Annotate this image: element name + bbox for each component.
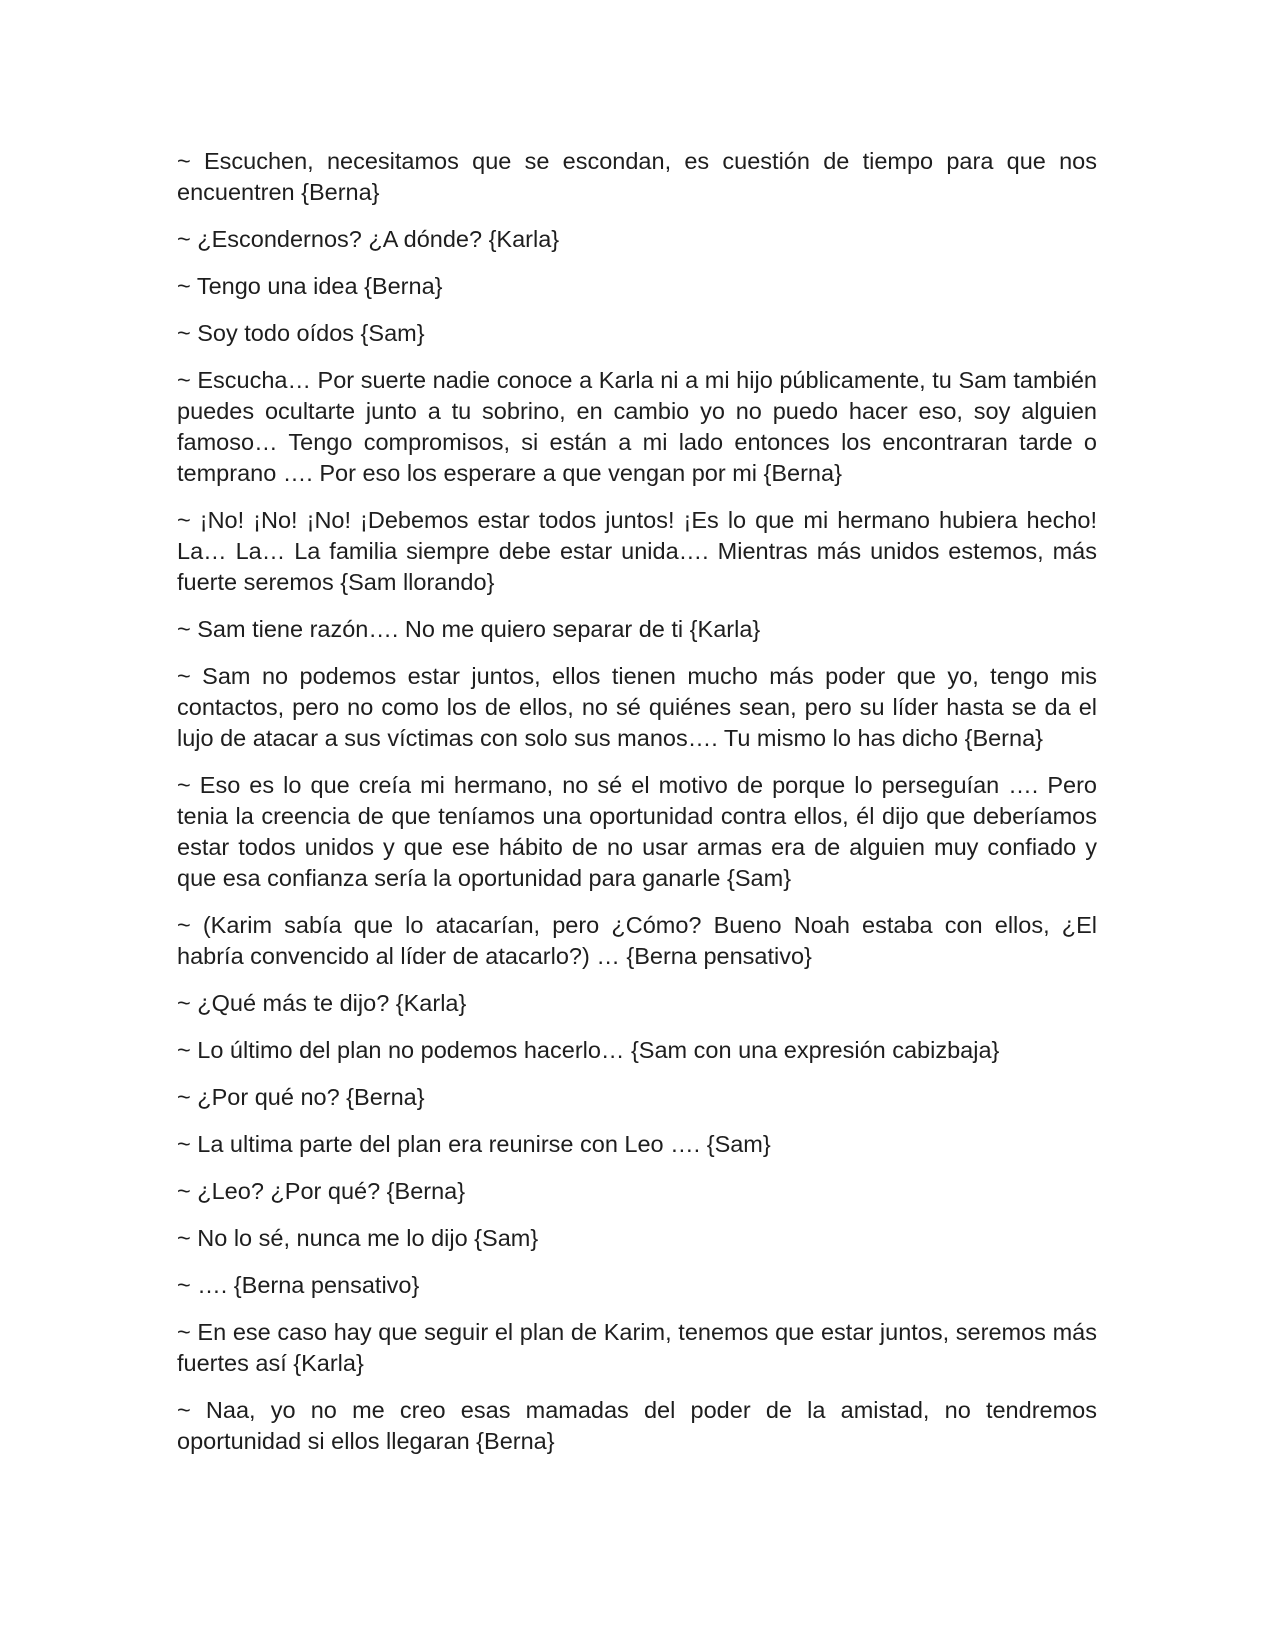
- dialogue-paragraph: ~ (Karim sabía que lo atacarían, pero ¿Cómo? Bueno Noah estaba con ellos, ¿El habría convencido al líder de atacarlo?) … {Berna pensativo}: [177, 912, 1097, 969]
- dialogue-paragraph: ~ La ultima parte del plan era reunirse con Leo …. {Sam}: [177, 1131, 771, 1157]
- dialogue-paragraph: ~ ¿Escondernos? ¿A dónde? {Karla}: [177, 226, 560, 252]
- dialogue-paragraph: ~ ¿Por qué no? {Berna}: [177, 1084, 425, 1110]
- dialogue-paragraph: ~ Lo último del plan no podemos hacerlo… {Sam con una expresión cabizbaja}: [177, 1037, 1000, 1063]
- dialogue-paragraph: ~ ¿Leo? ¿Por qué? {Berna}: [177, 1178, 466, 1204]
- dialogue-paragraph: ~ No lo sé, nunca me lo dijo {Sam}: [177, 1225, 539, 1251]
- dialogue-paragraph: ~ Sam no podemos estar juntos, ellos tienen mucho más poder que yo, tengo mis contactos, pero no como los de ellos, no sé quiénes sean, pero su líder hasta se da el lujo de atacar a sus víctimas con solo sus manos…. Tu mismo lo has dicho {Berna}: [177, 663, 1097, 751]
- dialogue-paragraph: ~ …. {Berna pensativo}: [177, 1272, 420, 1298]
- document-body: [177, 146, 1097, 1473]
- dialogue-paragraph: ~ Escuchen, necesitamos que se escondan, es cuestión de tiempo para que nos encuentren {Berna}: [177, 148, 1097, 205]
- dialogue-paragraph: ~ Sam tiene razón…. No me quiero separar de ti {Karla}: [177, 616, 761, 642]
- dialogue-paragraph: ~ Naa, yo no me creo esas mamadas del poder de la amistad, no tendremos oportunidad si ellos llegaran {Berna}: [177, 1397, 1097, 1454]
- dialogue-paragraph: ~ Eso es lo que creía mi hermano, no sé el motivo de porque lo perseguían …. Pero tenia la creencia de que teníamos una oportunidad contra ellos, él dijo que deberíamos estar todos unidos y que ese hábito de no usar armas era de alguien muy confiado y que esa confianza sería la oportunidad para ganarle {Sam}: [177, 772, 1097, 891]
- dialogue-paragraph: ~ Soy todo oídos {Sam}: [177, 320, 425, 346]
- dialogue-paragraph: ~ ¡No! ¡No! ¡No! ¡Debemos estar todos juntos! ¡Es lo que mi hermano hubiera hecho! La… La… La familia siempre debe estar unida…. Mientras más unidos estemos, más fuerte seremos {Sam llorando}: [177, 507, 1097, 595]
- dialogue-paragraph: ~ ¿Qué más te dijo? {Karla}: [177, 990, 467, 1016]
- dialogue-paragraph: ~ En ese caso hay que seguir el plan de Karim, tenemos que estar juntos, seremos más fuertes así {Karla}: [177, 1319, 1097, 1376]
- dialogue-paragraph: ~ Escucha… Por suerte nadie conoce a Karla ni a mi hijo públicamente, tu Sam también puedes ocultarte junto a tu sobrino, en cambio yo no puedo hacer eso, soy alguien famoso… Tengo compromisos, si están a mi lado entonces los encontraran tarde o temprano …. Por eso los esperare a que vengan por mi {Berna}: [177, 367, 1097, 486]
- dialogue-paragraph: ~ Tengo una idea {Berna}: [177, 273, 443, 299]
